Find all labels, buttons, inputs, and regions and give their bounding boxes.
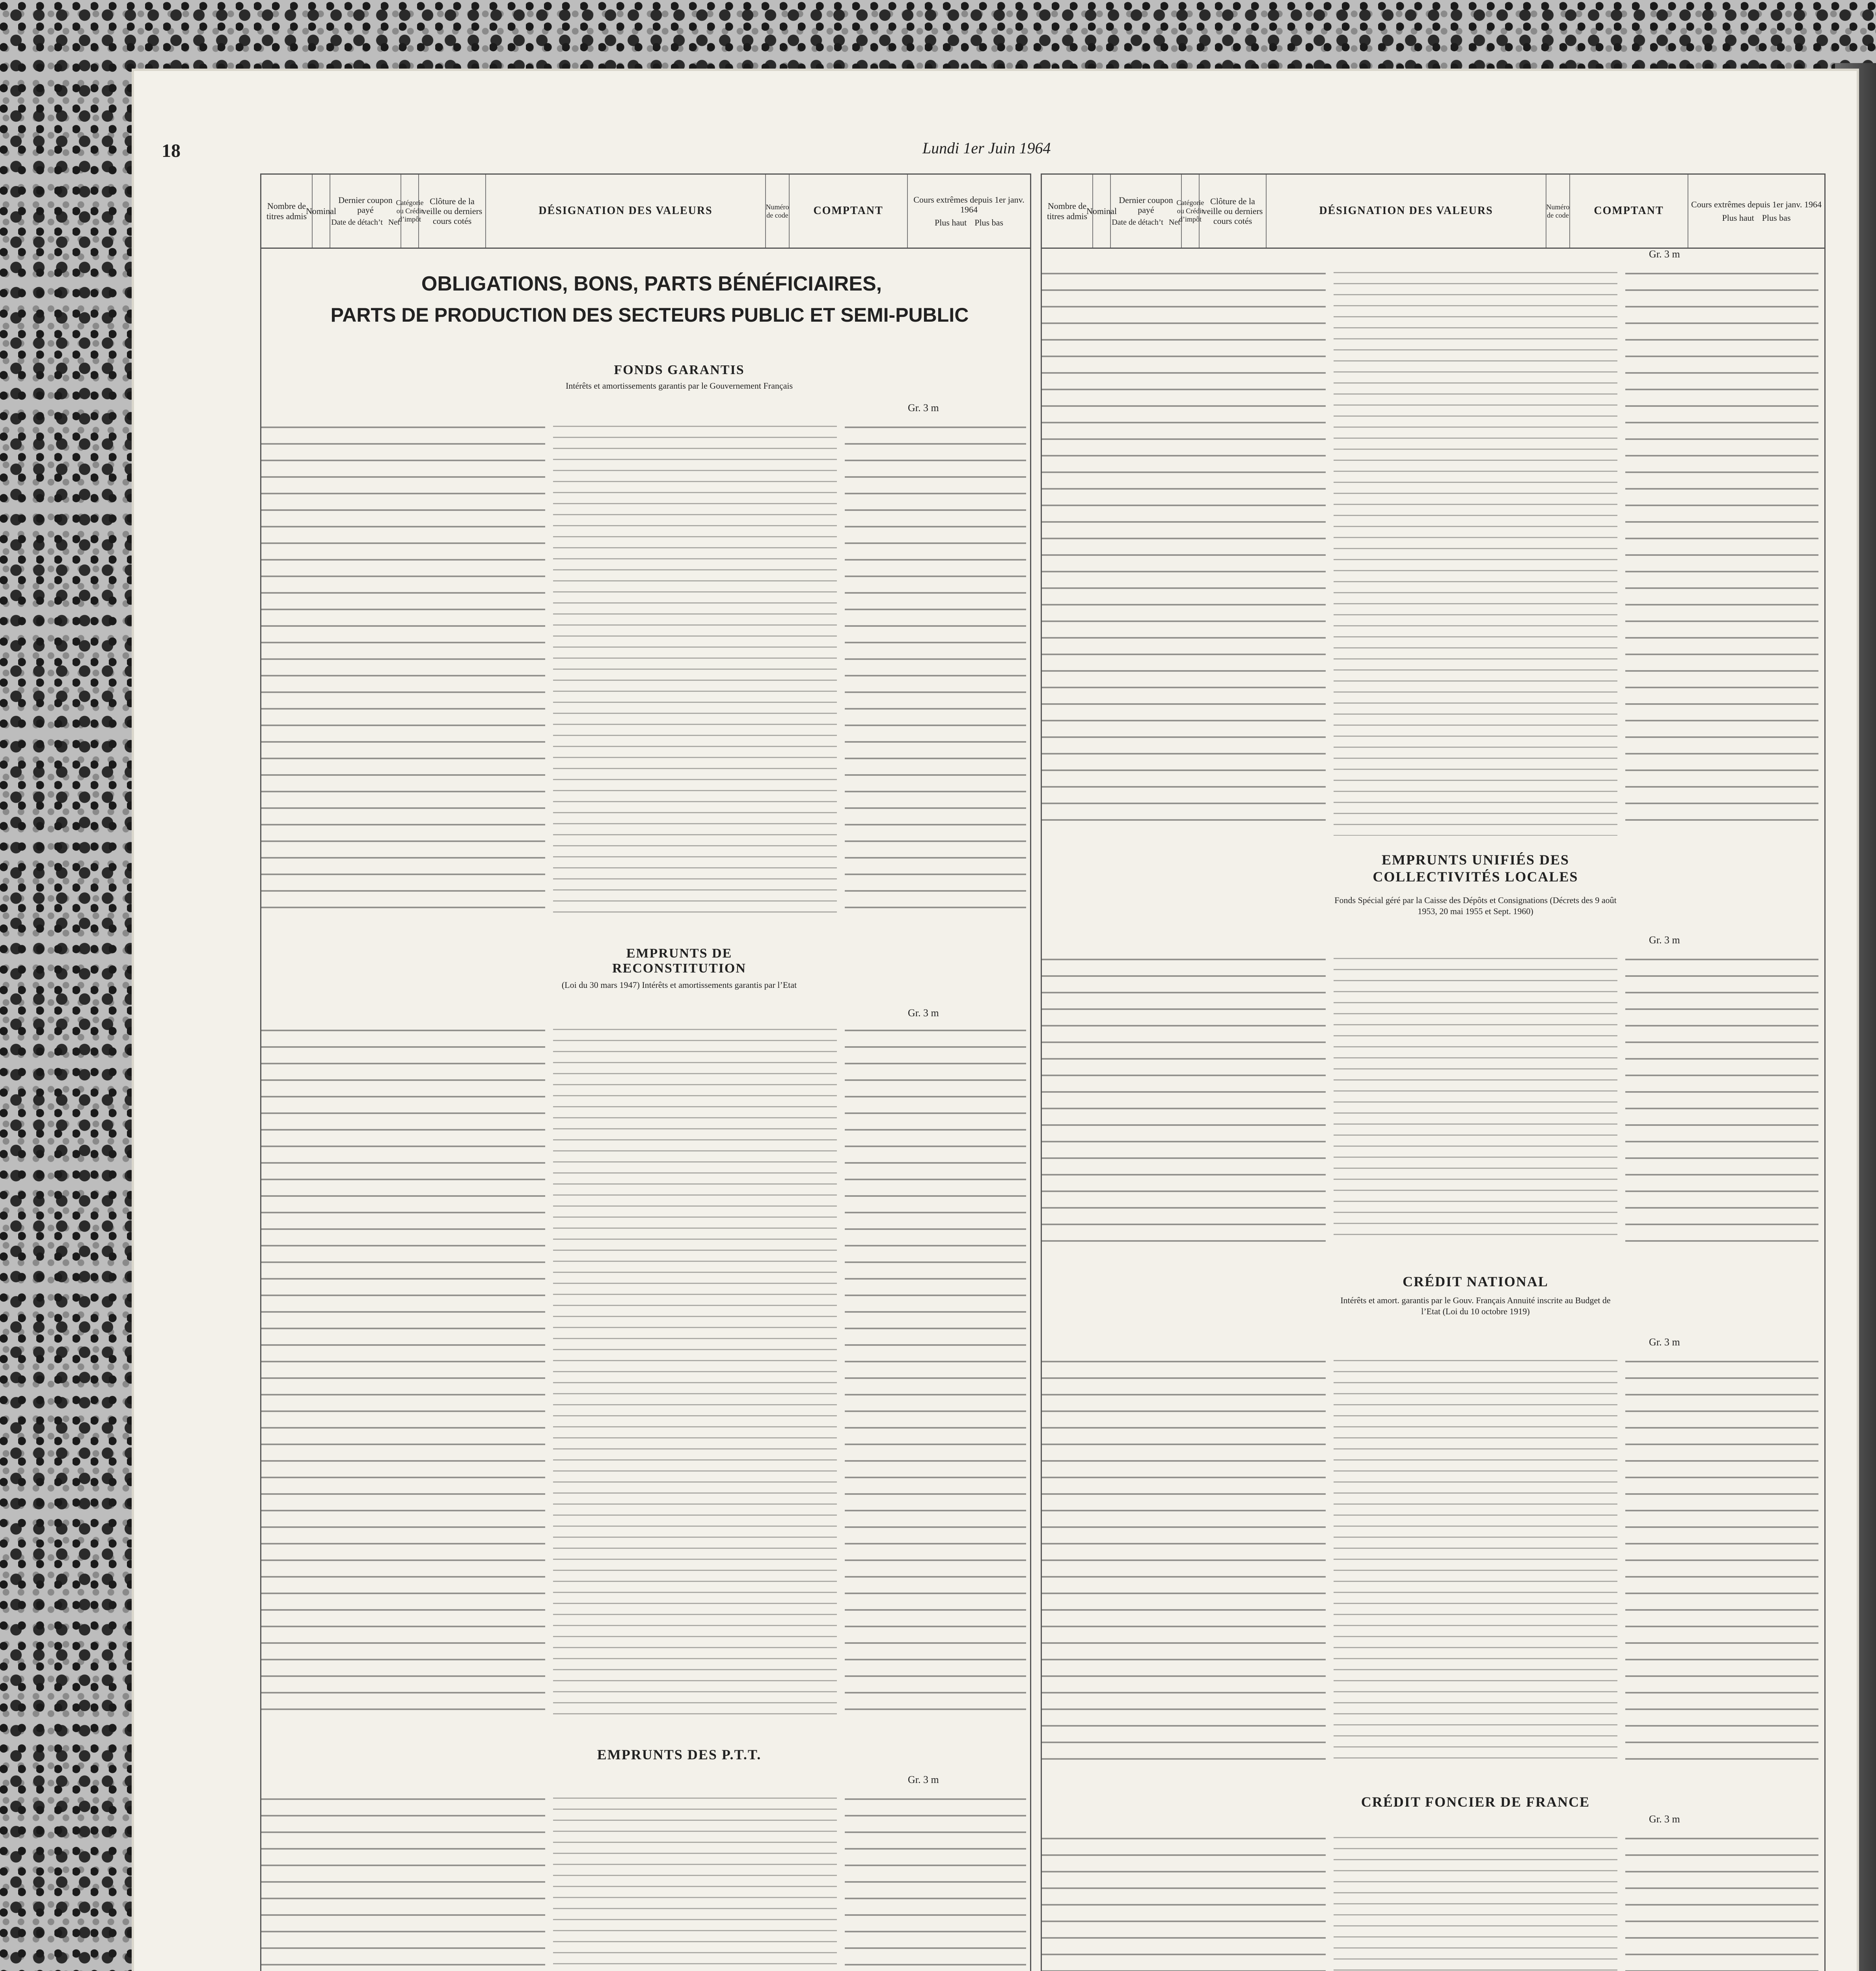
header-designation-right: DÉSIGNATION DES VALEURS: [1267, 175, 1546, 248]
header-nombre: Nombre de titres admis: [261, 175, 313, 248]
section-emprunts-unifies: EMPRUNTS UNIFIÉS DES COLLECTIVITÉS LOCALES: [1373, 852, 1578, 885]
header-cloture: Clôture de la veille ou derniers cours cotés: [419, 175, 486, 248]
main-title-line-2: PARTS DE PRODUCTION DES SECTEURS PUBLIC ET SEMI-PUBLIC: [330, 304, 969, 326]
rows-fonds-garantis-text: [553, 418, 837, 918]
rows-unifies-prices: [1625, 950, 1818, 1242]
rows-ptt-prices: [845, 1790, 1026, 1971]
rows-ptt-text: [553, 1790, 837, 1971]
header-comptant: COMPTANT: [790, 175, 908, 248]
header-plus-bas: Plus bas: [974, 218, 1004, 228]
credit-national-subtitle: Intérêts et amort. garantis par le Gouv. Français Annuité inscrite au Budget de l’Etat (Loi du 10 octobre 1919): [1340, 1295, 1611, 1316]
header-cours-extremes: [908, 175, 1030, 248]
fonds-garantis-subtitle: Intérêts et amortissements garantis par le Gouvernement Français: [565, 381, 793, 391]
gr-label-left-3: Gr. 3 m: [908, 1774, 939, 1785]
gr-label-right-2: Gr. 3 m: [1649, 934, 1680, 946]
reconstitution-subtitle: (Loi du 30 mars 1947) Intérêts et amortissements garantis par l’Etat: [561, 980, 797, 990]
header-cours-extremes-right-label: Cours extrêmes depuis 1er janv. 1964: [1691, 199, 1822, 210]
rows-credit-national-numbers: [1042, 1352, 1326, 1766]
header-plus-bas-right: Plus bas: [1762, 212, 1791, 223]
left-table: [260, 173, 1031, 1971]
header-cours-extremes-right: [1688, 175, 1824, 248]
rows-unifies-numbers: [1042, 950, 1326, 1242]
gr-label-right-4: Gr. 3 m: [1649, 1813, 1680, 1825]
main-title-line-1: OBLIGATIONS, BONS, PARTS BÉNÉFICIAIRES,: [421, 272, 882, 295]
header-dernier-coupon-right-label: Dernier coupon payé: [1119, 195, 1173, 215]
header-nominal: Nominal: [313, 175, 330, 248]
header-comptant-right: COMPTANT: [1570, 175, 1688, 248]
gr-label-right-3: Gr. 3 m: [1649, 1336, 1680, 1348]
header-numero-code-right: Numéro de code: [1546, 175, 1570, 248]
header-dernier-coupon-label: Dernier coupon payé: [338, 195, 393, 215]
header-net: Net: [388, 218, 400, 227]
section-credit-foncier: CRÉDIT FONCIER DE FRANCE: [1361, 1794, 1590, 1810]
gr-label-right-1: Gr. 3 m: [1649, 248, 1680, 260]
rows-reconstitution-text: [553, 1021, 837, 1715]
rows-credit-foncier-prices: [1625, 1829, 1818, 1971]
rows-unifies-text: [1334, 950, 1617, 1242]
header-plus-haut: Plus haut: [934, 218, 967, 228]
rows-credit-national-prices: [1625, 1352, 1818, 1766]
header-cours-extremes-label: Cours extrêmes depuis 1er janv. 1964: [913, 194, 1025, 214]
rows-right-top-numbers: [1042, 264, 1326, 836]
section-credit-national: CRÉDIT NATIONAL: [1403, 1274, 1548, 1289]
header-date-detach: Date de détach’t: [331, 218, 383, 227]
gr-label-left-2: Gr. 3 m: [908, 1007, 939, 1019]
section-fonds-garantis: FONDS GARANTIS: [614, 363, 745, 377]
header-designation: DÉSIGNATION DES VALEURS: [486, 175, 766, 248]
running-head: Lundi 1er Juin 1964: [922, 139, 1051, 157]
rows-credit-national-text: [1334, 1352, 1617, 1766]
page-number: 18: [162, 140, 181, 161]
right-table: [1041, 173, 1826, 1971]
rows-credit-foncier-numbers: [1042, 1829, 1326, 1971]
left-table-header: [261, 173, 1030, 249]
rows-ptt-numbers: [261, 1790, 545, 1971]
header-nombre-right: Nombre de titres admis: [1042, 175, 1093, 248]
header-nominal-right: Nominal: [1093, 175, 1111, 248]
header-dernier-coupon-right: [1111, 175, 1182, 248]
rows-right-top-prices: [1625, 264, 1818, 836]
right-table-header: [1042, 173, 1824, 249]
rows-fonds-garantis-prices: [845, 418, 1026, 918]
header-cloture-right: Clôture de la veille ou derniers cours cotés: [1200, 175, 1267, 248]
header-numero-code: Numéro de code: [766, 175, 790, 248]
emprunts-unifies-subtitle: Fonds Spécial géré par la Caisse des Dépôts et Consignations (Décrets des 9 août 1953, 20 mai 1955 et Sept. 1960): [1334, 895, 1617, 916]
rows-credit-foncier-text: [1334, 1829, 1617, 1971]
header-categorie: Catégorie ou Crédit d’impôt: [401, 175, 419, 248]
section-emprunts-reconstitution: EMPRUNTS DE RECONSTITUTION: [612, 946, 746, 976]
header-net-right: Net: [1168, 218, 1180, 227]
header-categorie-right: Catégorie ou Crédit d’impôt: [1182, 175, 1200, 248]
header-plus-haut-right: Plus haut: [1722, 212, 1754, 223]
rows-reconstitution-prices: [845, 1021, 1026, 1715]
rows-reconstitution-numbers: [261, 1021, 545, 1715]
gr-label-left-1: Gr. 3 m: [908, 402, 939, 414]
header-date-detach-right: Date de détach’t: [1112, 218, 1163, 227]
rows-right-top-text: [1334, 264, 1617, 836]
rows-fonds-garantis-numbers: [261, 418, 545, 918]
header-dernier-coupon: [330, 175, 401, 248]
section-emprunts-ptt: EMPRUNTS DES P.T.T.: [597, 1747, 762, 1762]
